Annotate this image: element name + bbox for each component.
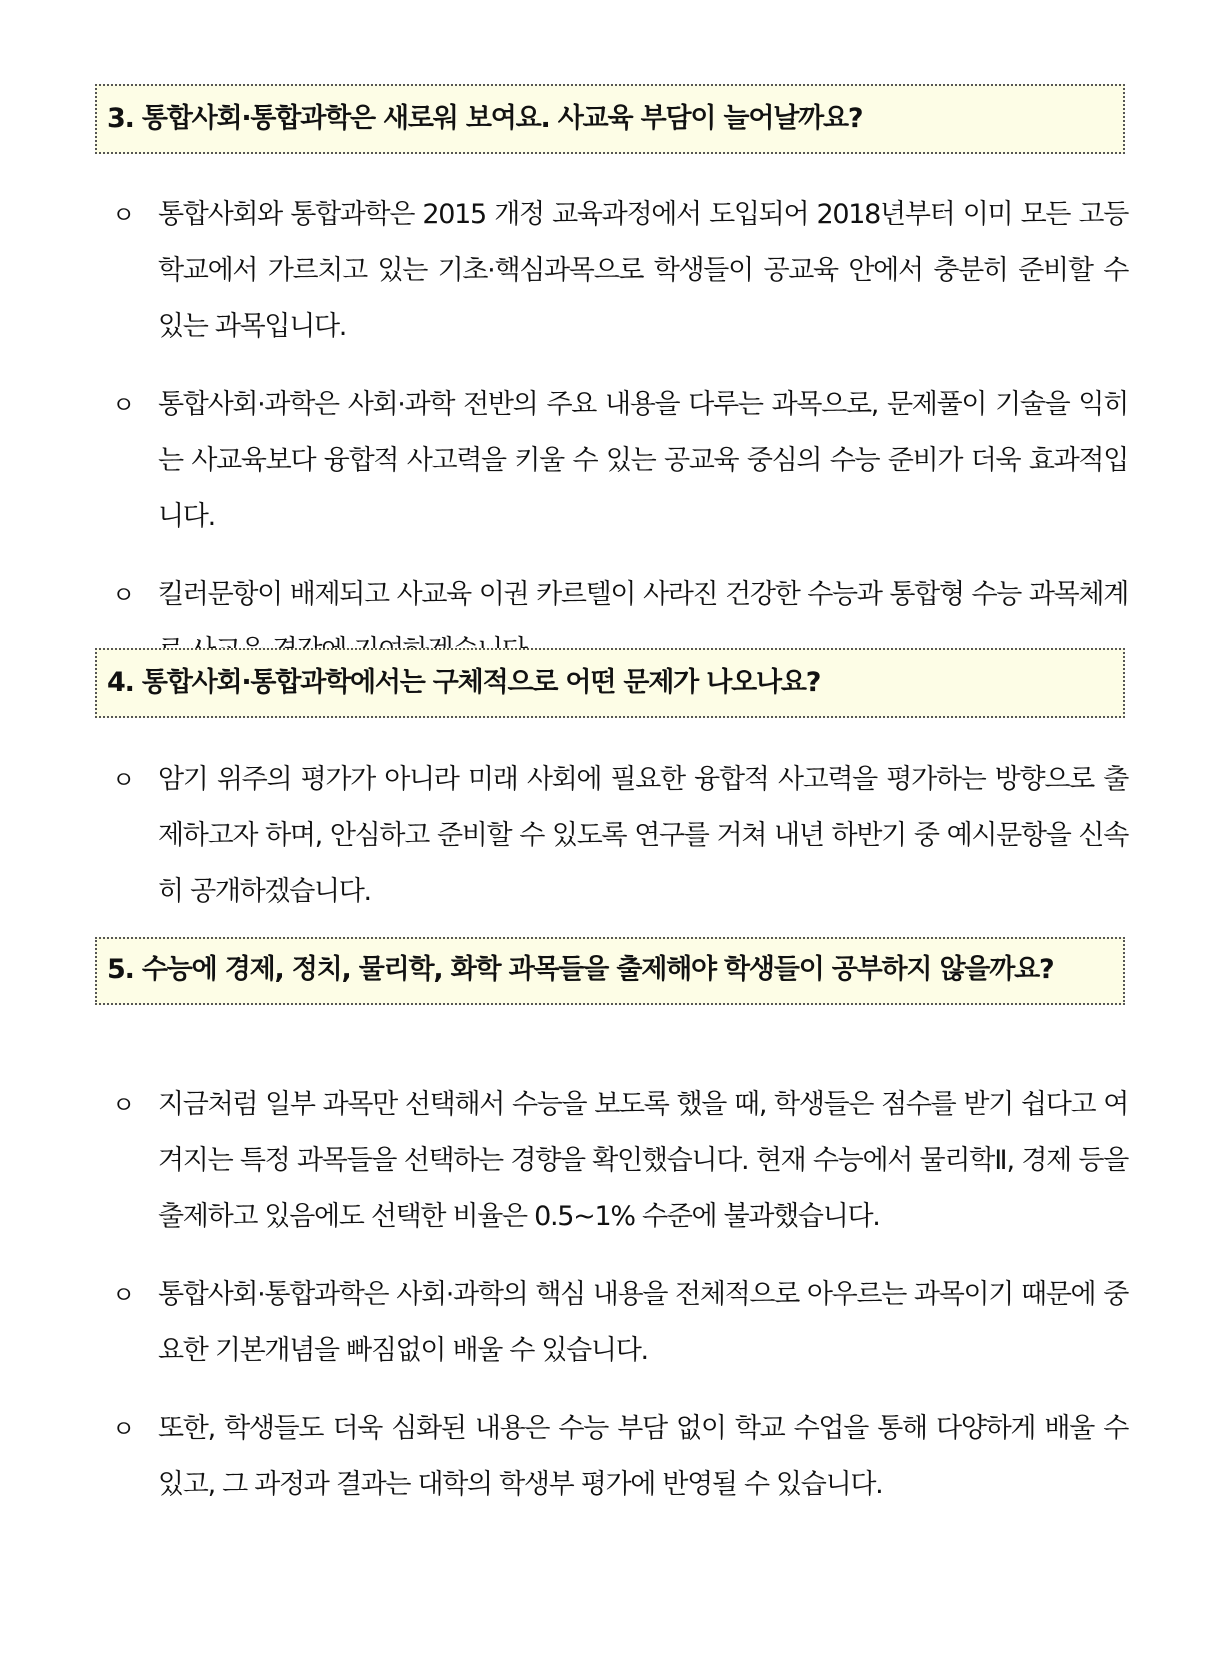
bullet-mark: ㅇ xyxy=(112,1415,136,1443)
bullet-text: 또한, 학생들도 더욱 심화된 내용은 수능 부담 없이 학교 수업을 통해 다양하게 배울 수 있고, 그 과정과 결과는 대학의 학생부 평가에 반영될 수 있습니다. xyxy=(158,1413,1128,1500)
question-title: 3. 통합사회·통합과학은 새로워 보여요. 사교육 부담이 늘어날까요? xyxy=(107,103,863,134)
answer-bullet xyxy=(108,377,1128,545)
bullet-text: 암기 위주의 평가가 아니라 미래 사회에 필요한 융합적 사고력을 평가하는 방향으로 출제하고자 하며, 안심하고 준비할 수 있도록 연구를 거쳐 내년 하반기 중 예시문항을 신속히 공개하겠습니다. xyxy=(158,764,1128,907)
bullet-text: 통합사회·통합과학은 사회·과학의 핵심 내용을 전체적으로 아우르는 과목이기 때문에 중요한 기본개념을 빠짐없이 배울 수 있습니다. xyxy=(158,1279,1128,1366)
answer-bullet xyxy=(108,752,1128,920)
question-box-5 xyxy=(95,937,1125,1005)
answer-bullet xyxy=(108,1267,1128,1379)
bullet-mark: ㅇ xyxy=(112,1091,136,1119)
answer-section-3 xyxy=(108,187,1128,679)
bullet-text: 지금처럼 일부 과목만 선택해서 수능을 보도록 했을 때, 학생들은 점수를 받기 쉽다고 여겨지는 특정 과목들을 선택하는 경향을 확인했습니다. 현재 수능에서 물리학Ⅱ, 경제 등을 출제하고 있음에도 선택한 비율은 0.5~1% 수준에 불과했습니다. xyxy=(158,1089,1128,1232)
bullet-text: 통합사회·과학은 사회·과학 전반의 주요 내용을 다루는 과목으로, 문제풀이 기술을 익히는 사교육보다 융합적 사고력을 키울 수 있는 공교육 중심의 수능 준비가 더욱 효과적입니다. xyxy=(158,389,1128,532)
bullet-text: 킬러문항이 배제되고 사교육 이권 카르텔이 사라진 건강한 수능과 통합형 수능 과목체계 xyxy=(158,579,1128,610)
question-box-4 xyxy=(95,648,1125,718)
bullet-mark: ㅇ xyxy=(112,201,136,229)
bullet-mark: ㅇ xyxy=(112,1281,136,1309)
question-title: 4. 통합사회·통합과학에서는 구체적으로 어떤 문제가 나오나요? xyxy=(107,667,821,698)
answer-bullet xyxy=(108,1401,1128,1513)
bullet-mark: ㅇ xyxy=(112,391,136,419)
answer-bullet xyxy=(108,1077,1128,1245)
bullet-text: 통합사회와 통합과학은 2015 개정 교육과정에서 도입되어 2018년부터 이미 모든 고등학교에서 가르치고 있는 기초·핵심과목으로 학생들이 공교육 안에서 충분히 준비할 수 있는 과목입니다. xyxy=(158,199,1128,342)
answer-bullet xyxy=(108,187,1128,355)
question-title: 5. 수능에 경제, 정치, 물리학, 화학 과목들을 출제해야 학생들이 공부하지 않을까요? xyxy=(107,954,1054,985)
answer-section-5 xyxy=(108,1077,1128,1513)
answer-section-4 xyxy=(108,752,1128,920)
bullet-mark: ㅇ xyxy=(112,766,136,794)
question-box-3 xyxy=(95,84,1125,154)
bullet-mark: ㅇ xyxy=(112,581,136,609)
